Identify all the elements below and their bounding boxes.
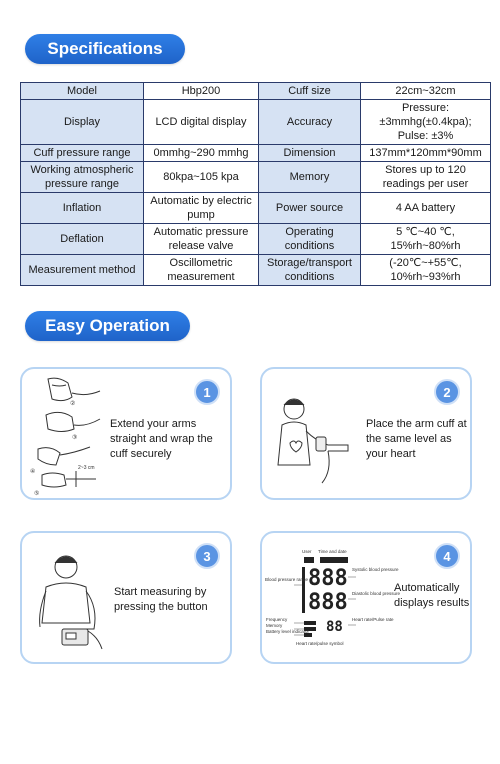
lcd-label-bp-range: Blood pressure range — [265, 577, 309, 582]
lcd-display-diagram — [264, 547, 401, 659]
lcd-systolic-digits: 888 — [308, 566, 348, 591]
spec-value: 80kpa~105 kpa — [144, 162, 259, 193]
step-1-number: 1 — [194, 379, 220, 405]
cuff-wrapping-illustration — [28, 375, 108, 499]
spec-row — [21, 145, 491, 162]
spec-value: 22cm~32cm — [361, 83, 491, 100]
spec-label: Working atmospheric pressure range — [21, 162, 144, 193]
step-3-card — [20, 531, 232, 664]
spec-value: Pressure: ±3mmhg(±0.4kpa); Pulse: ±3% — [361, 100, 491, 145]
step-2-card — [260, 367, 472, 500]
spec-label: Inflation — [21, 193, 144, 224]
step-3-text: Start measuring by pressing the button — [114, 586, 208, 613]
spec-label: Model — [21, 83, 144, 100]
step-1-mark-2: ② — [70, 401, 76, 407]
lcd-label-user: User — [302, 549, 312, 554]
step-3-number: 3 — [194, 543, 220, 569]
lcd-label-heart-rate: Heart rate/Pulse rate — [352, 617, 394, 622]
lcd-diastolic-digits: 888 — [308, 590, 348, 615]
spec-label: Operating conditions — [259, 224, 361, 255]
spec-label: Dimension — [259, 145, 361, 162]
spec-row — [21, 193, 491, 224]
spec-label: Memory — [259, 162, 361, 193]
spec-label: Accuracy — [259, 100, 361, 145]
lcd-label-battery: Battery level indicator — [266, 629, 310, 634]
step-2-number: 2 — [434, 379, 460, 405]
lcd-label-frequency: Frequency — [266, 617, 288, 622]
spec-value: Automatic pressure release valve — [144, 224, 259, 255]
spec-label: Cuff size — [259, 83, 361, 100]
spec-value: (-20℃~+55℃, 10%rh~93%rh — [361, 255, 491, 286]
step-4-text: Automatically displays results — [394, 582, 470, 609]
lcd-label-time: Time and date — [318, 549, 347, 554]
easy-operation-heading: Easy Operation — [25, 311, 190, 341]
pressing-button-illustration — [32, 551, 112, 659]
spec-row — [21, 100, 491, 145]
step-1-mark-cm: 2~3 cm — [78, 465, 95, 471]
spec-value: Automatic by electric pump — [144, 193, 259, 224]
spec-value: 5 ℃~40 ℃, 15%rh~80%rh — [361, 224, 491, 255]
lcd-label-memory: Memory — [266, 623, 283, 628]
spec-value: 137mm*120mm*90mm — [361, 145, 491, 162]
step-4-number: 4 — [434, 543, 460, 569]
step-2-text: Place the arm cuff at the same level as your heart — [366, 418, 467, 460]
spec-label: Measurement method — [21, 255, 144, 286]
lcd-label-diastolic: Diastolic blood pressure — [352, 591, 401, 596]
step-1-mark-4: ④ — [30, 469, 36, 475]
spec-value: 0mmhg~290 mmhg — [144, 145, 259, 162]
spec-row — [21, 83, 491, 100]
spec-value: Stores up to 120 readings per user — [361, 162, 491, 193]
lcd-label-heart-symbol: Heart rate/pulse symbol — [296, 641, 344, 646]
step-1-text: Extend your arms straight and wrap the cuff securely — [110, 418, 213, 460]
spec-label: Deflation — [21, 224, 144, 255]
specifications-heading: Specifications — [25, 34, 185, 64]
step-1-card — [20, 367, 232, 500]
spec-value: LCD digital display — [144, 100, 259, 145]
spec-label: Cuff pressure range — [21, 145, 144, 162]
specifications-table — [20, 82, 491, 286]
arm-cuff-heart-level-illustration — [276, 391, 356, 487]
spec-value: Oscillometric measurement — [144, 255, 259, 286]
step-4-card — [260, 531, 472, 664]
spec-value: Hbp200 — [144, 83, 259, 100]
spec-row — [21, 255, 491, 286]
step-1-mark-5: ⑤ — [34, 491, 40, 497]
spec-row — [21, 162, 491, 193]
lcd-pulse-digits: 88 — [326, 619, 343, 635]
spec-row — [21, 224, 491, 255]
spec-label: Power source — [259, 193, 361, 224]
spec-label: Display — [21, 100, 144, 145]
spec-value: 4 AA battery — [361, 193, 491, 224]
spec-label: Storage/transport conditions — [259, 255, 361, 286]
lcd-label-systolic: Systolic blood pressure — [352, 567, 399, 572]
step-1-mark-3: ③ — [72, 435, 78, 441]
